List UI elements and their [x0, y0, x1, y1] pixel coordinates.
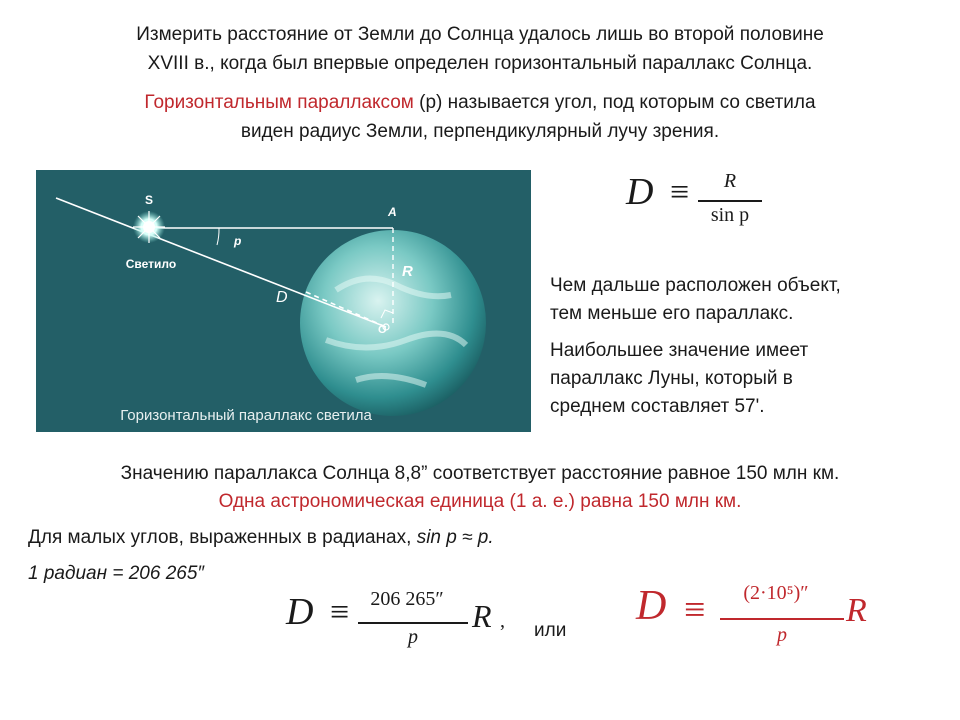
formula2-comma: ,: [500, 610, 505, 632]
formula2-lhs: D: [286, 591, 314, 633]
definition-rest: (p) называется угол, под которым со светила: [413, 92, 816, 113]
note1-line2: тем меньше его параллакс.: [550, 303, 794, 324]
intro-line-1: Измерить расстояние от Земли до Солнца удалось лишь во второй половине: [136, 24, 824, 45]
note2-line2: параллакс Луны, который в: [550, 368, 793, 389]
figure-caption: Горизонтальный параллакс светила: [120, 407, 372, 424]
sun-parallax-text: [0, 460, 960, 516]
formula3-bar: [720, 618, 844, 620]
small-angles-text: [28, 527, 494, 549]
formula-d-206265: [286, 588, 526, 658]
label-s: S: [144, 193, 154, 207]
formula1-denominator: sin p: [710, 204, 750, 226]
angle-arc: [217, 228, 219, 245]
formula2-numerator: 206 265″: [370, 588, 444, 610]
note1-line1: Чем дальше расположен объект,: [550, 275, 841, 296]
formula2-r: R: [472, 598, 492, 634]
formula1-lhs: D: [626, 171, 654, 213]
note2-line3: среднем составляет 57'.: [550, 396, 765, 417]
definition-line-1: [0, 88, 960, 117]
radian-definition: 1 радиан = 206 265″: [28, 563, 205, 584]
label-d: D: [276, 289, 288, 306]
intro-line-2: XVIII в., когда был впервые определен горизонтальный параллакс Солнца.: [147, 53, 813, 74]
label-o: O: [378, 324, 387, 336]
formula-d-r-sin: [626, 168, 776, 238]
au-definition: Одна астрономическая единица (1 а. е.) равна 150 млн км.: [218, 491, 742, 512]
formula3-numerator: (2·10⁵)″: [743, 582, 809, 604]
formula2-denominator: p: [408, 626, 418, 648]
formula-d-2e5: [636, 580, 886, 660]
formula1-bar: [698, 200, 762, 202]
formula1-eq: ≡: [670, 174, 690, 211]
label-r: R: [402, 263, 413, 280]
or-word: или: [534, 620, 567, 641]
note2-line1: Наибольшее значение имеет: [550, 340, 809, 361]
definition-text: [0, 88, 960, 146]
label-p: p: [234, 234, 242, 248]
definition-term: Горизонтальным параллаксом: [144, 92, 414, 113]
formula3-lhs: D: [636, 583, 667, 629]
formula2-bar: [358, 622, 468, 624]
formula3-denominator: p: [777, 624, 787, 646]
label-svetilo: Светило: [125, 257, 177, 271]
definition-line-2: виден радиус Земли, перпендикулярный лучу зрения.: [240, 121, 720, 142]
intro-text: [0, 20, 960, 78]
small-angles-math: sin p ≈ p.: [416, 527, 494, 548]
small-angles-prefix: Для малых углов, выраженных в радианах,: [28, 527, 417, 548]
formula1-numerator: R: [723, 170, 737, 192]
sun-parallax-line: Значению параллакса Солнца 8,8” соответствует расстояние равное 150 млн км.: [120, 463, 840, 484]
formula3-eq: ≡: [684, 589, 706, 631]
parallax-figure: [36, 170, 531, 432]
label-a: A: [388, 205, 397, 219]
formula3-r: R: [846, 592, 867, 629]
note-distance: [550, 272, 841, 328]
parallax-diagram: [36, 170, 531, 432]
formula2-eq: ≡: [330, 594, 350, 631]
note-moon: [550, 337, 808, 421]
